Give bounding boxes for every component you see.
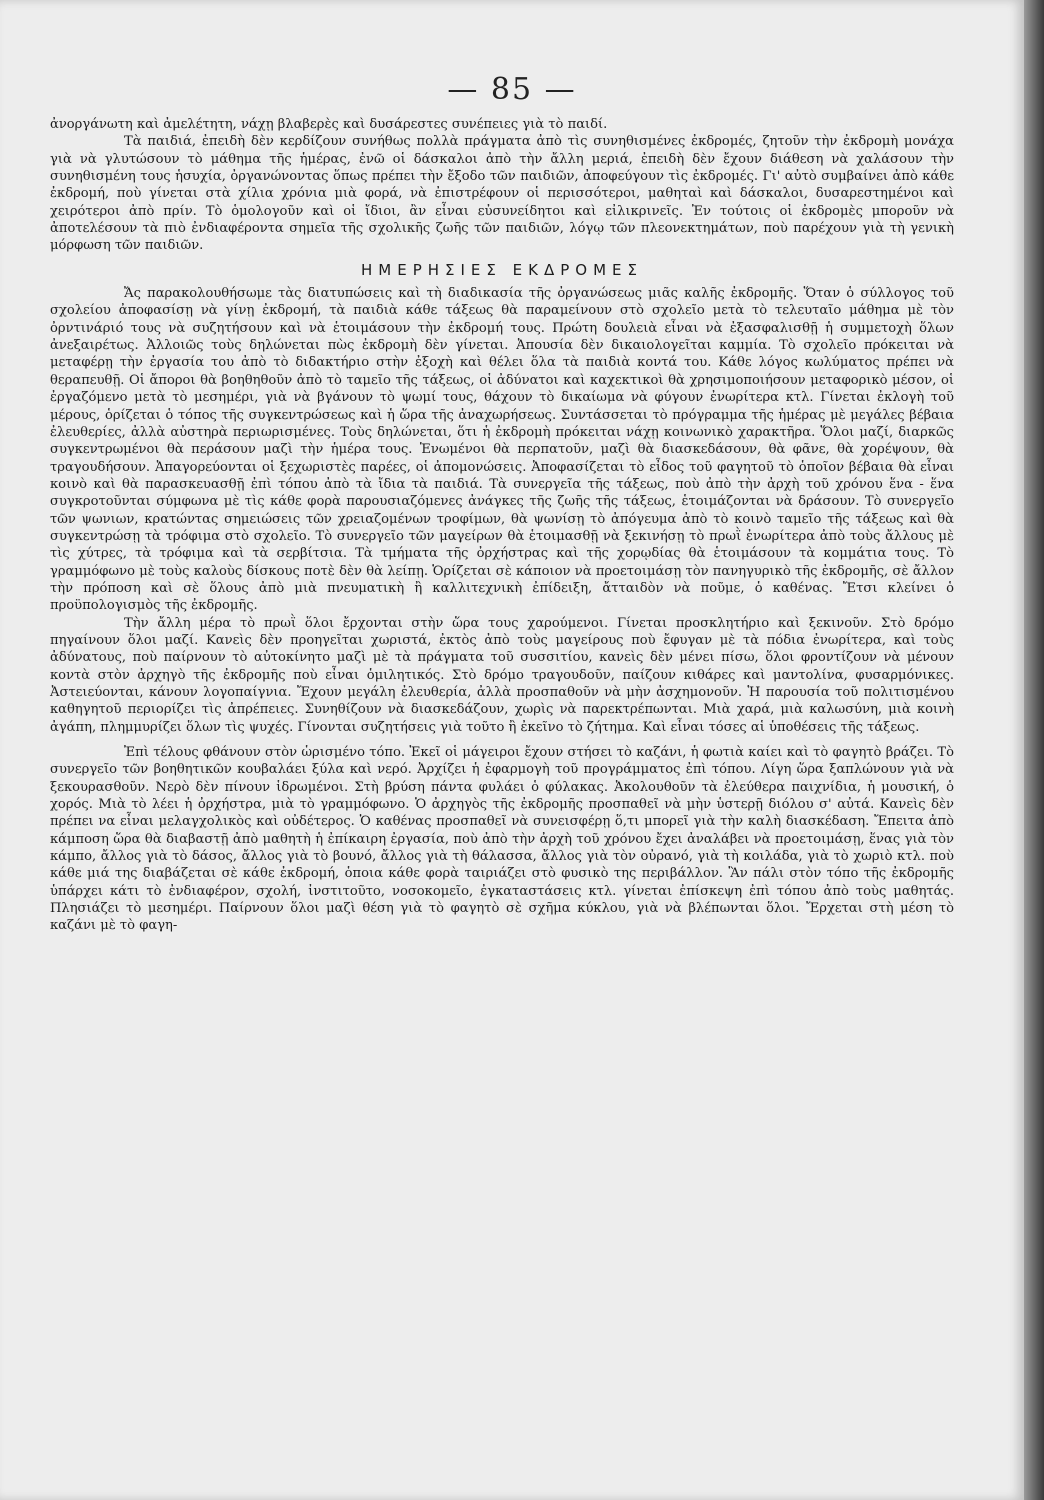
paragraph-arrival: Ἐπὶ τέλους φθάνουν στὸν ὡρισμένο τόπο. Ἐκεῖ οἱ μάγειροι ἔχουν στήσει τὸ καζάνι, ἡ φωτιὰ καίει καὶ τὸ φαγητὸ βράζει. Τὸ συνεργεῖο τῶν βοηθητικῶν κουβαλάει ξύλα καὶ νερό. Ἀρχίζει ἡ ἐφαρμογὴ τοῦ προγράμματος ἐπὶ τόπου. Λίγη ὥρα ξαπλώνουν γιὰ νὰ ξεκουρασθοῦν. Νερὸ δὲν πίνουν ἱδρωμένοι. Στὴ βρύση πάντα φυλάει ὁ φύλακας. Ἀκολουθοῦν τὰ ἐλεύθερα παιχνίδια, ἡ μουσική, ὁ χορός. Μιὰ τὸ λέει ἡ ὀρχήστρα, μιὰ τὸ γραμμόφωνο. Ὁ ἀρχηγὸς τῆς ἐκδρομῆς προσπαθεῖ νὰ μὴν ὑστερῇ διόλου σ' αὐτά. Κανεὶς δὲν πρέπει να εἶναι μελαγχολικὸς καὶ οὐδέτερος. Ὁ καθένας προσπαθεῖ νὰ συνεισφέρῃ ὅ,τι μπορεῖ γιὰ τὴν καλὴ διασκέδαση. Ἔπειτα ἀπὸ κάμποση ὥρα θὰ διαβαστῇ ἀπὸ μαθητὴ ἡ ἐπίκαιρη ἐργασία, ποὺ ἀπὸ τὴν ἀρχὴ τοῦ χρόνου ἔχει ἀναλάβει νὰ προετοιμάσῃ, ἕνας γιὰ τὸν κάμπο, ἄλλος γιὰ τὸ δάσος, ἄλλος γιὰ τὸ βουνό, ἄλλος γιὰ τὴ θάλασσα, ἄλλος γιὰ τὸν οὐρανό, γιὰ τὴ κοιλάδα, γιὰ τὸ χωριὸ κτλ. ποὺ κάθε μιά της διαβάζεται σὲ κάθε ἐκδρομή, ὁποια κάθε φορὰ ταιριάζει στὸ φυσικὸ της περιβάλλον. Ἂν πάλι στὸν τόπο τῆς ἐκδρομῆς ὑπάρχει κάτι τὸ ἐνδιαφέρον, σχολή, ἰνστιτοῦτο, νοσοκομεῖο, ἐγκαταστάσεις κτλ. γίνεται ἐπίσκεψη ἐπὶ τόπου ἀπὸ τοὺς μαθητάς. Πλησιάζει τὸ μεσημέρι. Παίρνουν ὅλοι μαζὶ θέση γιὰ τὸ φαγητὸ σὲ σχῆμα κύκλου, γιὰ νὰ βλέπωνται ὅλοι. Ἔρχεται στὴ μέση τὸ καζάνι μὲ τὸ φαγη- <box>50 745 954 934</box>
paragraph-continuation: ἀνοργάνωτη καὶ ἀμελέτητη, νάχῃ βλαβερὲς καὶ δυσάρεστες συνέπειες γιὰ τὸ παιδί. <box>50 117 608 132</box>
paragraph-intro: Τὰ παιδιά, ἐπειδὴ δὲν κερδίζουν συνήθως πολλὰ πράγματα ἀπὸ τὶς συνηθισμένες ἐκδρομές, ζητοῦν τὴν ἐκδρομὴ μονάχα γιὰ νὰ γλυτώσουν τὸ μάθημα τῆς ἡμέρας, ἐνῶ οἱ δάσκαλοι ἀπὸ τὴν ἄλλη μεριά, ἐπειδὴ δὲν ἔχουν διάθεση νὰ χαλάσουν τὴν συνηθισμένη τους ἡσυχία, ὀργανώνοντας ὅπως πρέπει τὴν ἔξοδο τῶν παιδιῶν, ἀποφεύγουν τὶς ἐκδρομές. Γι' αὐτὸ συμβαίνει ἀπὸ κάθε ἐκδρομή, ποὺ γίνεται στὰ χίλια χρόνια μιὰ φορά, νὰ ἐπιστρέφουν οἱ περισσότεροι, μαθηταὶ καὶ δάσκαλοι, δυσαρεστημένοι καὶ χειρότεροι ἀπὸ πρίν. Τὸ ὁμολογοῦν καὶ οἱ ἴδιοι, ἂν εἶναι εὐσυνείδητοι καὶ εἰλικρινεῖς. Ἐν τούτοις οἱ ἐκδρομὲς μποροῦν νὰ ἀποτελέσουν τὰ πιὸ ἐνδιαφέροντα σημεῖα τῆς σχολικῆς ζωῆς τῶν παιδιῶν, λόγῳ τῶν πλεονεκτημάτων, ποὺ παρέχουν γιὰ τὴ γενικὴ μόρφωση τῶν παιδιῶν. <box>50 134 954 254</box>
section-heading: ΗΜΕΡΗΣΙΕΣ ΕΚΔΡΟΜΕΣ <box>361 260 643 279</box>
paragraph-departure: Τὴν ἄλλη μέρα τὸ πρωῒ ὅλοι ἔρχονται στὴν ὥρα τους χαρούμενοι. Γίνεται προσκλητήριο καὶ ξεκινοῦν. Στὸ δρόμο πηγαίνουν ὅλοι μαζί. Κανεὶς δὲν προηγεῖται χωριστά, ἐκτὸς ἀπὸ τοὺς μαγείρους ποὺ ἔφυγαν μὲ τὰ πόδια ἐνωρίτερα, καὶ τοὺς ἀδύνατους, ποὺ παίρνουν τὸ αὐτοκίνητο μαζὶ μὲ τὰ πράγματα τοῦ συσσιτίου, κανεὶς δὲν μένει πίσω, ὅλοι φροντίζουν νὰ μένουν κοντὰ στὸν ἀρχηγὸ τῆς ἐκδρομῆς ποὺ εἶναι ὁμιλητικός. Στὸ δρόμο τραγουδοῦν, παίζουν κιθάρες καὶ μαντολίνα, φυσαρμόνικες. Ἀστειεύονται, κάνουν λογοπαίγνια. Ἔχουν μεγάλη ἐλευθερία, ἀλλὰ προσπαθοῦν νὰ μὴν ἀσχημονοῦν. Ἡ παρουσία τοῦ πολιτισμένου καθηγητοῦ περιορίζει τὶς ἀπρέπειες. Συνηθίζουν νὰ διασκεδάζουν, χωρὶς νὰ παρεκτρέπωνται. Μιὰ χαρά, μιὰ καλωσύνη, μιὰ κοινὴ ἀγάπη, πλημμυρίζει ὅλων τὶς ψυχές. Γίνονται συζητήσεις γιὰ τοῦτο ἢ ἐκεῖνο τὸ ζήτημα. Καὶ εἶναι τόσες αἱ ὑποθέσεις τῆς τάξεως. <box>50 615 954 735</box>
page-number: — 85 — <box>447 72 577 107</box>
paragraph-organization: Ἄς παρακολουθήσωμε τὰς διατυπώσεις καὶ τὴ διαδικασία τῆς ὀργανώσεως μιᾶς καλῆς ἐκδρομῆς. Ὅταν ὁ σύλλογος τοῦ σχολείου ἀποφασίσῃ νὰ γίνῃ ἐκδρομή, τὰ παιδιὰ κάθε τάξεως θὰ παραμείνουν στὸ σχολεῖο μετὰ τὸ τελευταῖο μάθημα μὲ τὸν ὀρντινάριό τους νὰ συζητήσουν καὶ νὰ ἑτοιμάσουν τὴν ἐκδρομή τους. Πρώτη δουλειὰ εἶναι νὰ ἐξασφαλισθῇ ἡ συμμετοχὴ ὅλων ἀνεξαιρέτως. Ἀλλοιῶς τοὺς δηλώνεται πὼς ἐκδρομὴ δὲν γίνεται. Ἀπουσία δὲν δικαιολογεῖται καμμία. Τὸ σχολεῖο πρόκειται νὰ μεταφέρῃ τὴν ἐργασία του ἀπὸ τὸ διδακτήριο στὴν ἐξοχὴ καὶ θέλει ὅλα τὰ παιδιὰ κοντά του. Κάθε λόγος κωλύματος πρέπει νὰ θεραπευθῇ. Οἱ ἄποροι θὰ βοηθηθοῦν ἀπὸ τὸ ταμεῖο τῆς τάξεως, οἱ ἀδύνατοι καὶ καχεκτικοὶ θὰ χρησιμοποιήσουν μεταφορικὸ μέσον, οἱ ἐργαζόμενο μετὰ τὸ μεσημέρι, γιὰ νὰ βγάνουν τὸ ψωμί τους, θάχουν τὸ δικαίωμα νὰ φύγουν ἐνωρίτερα κτλ. Γίνεται ἐκλογὴ τοῦ μέρους, ὁρίζεται ὁ τόπος τῆς συγκεντρώσεως καὶ ἡ ὥρα τῆς ἀναχωρήσεως. Συντάσσεται τὸ πρόγραμμα τῆς ἡμέρας μὲ μεγάλες βέβαια ἐλευθερίες, ἀλλὰ αὐστηρὰ περιωρισμένες. Τοὺς δηλώνεται, ὅτι ἡ ἐκδρομὴ πρόκειται νάχῃ κοινωνικὸ χαρακτῆρα. Ὅλοι μαζί, διαρκῶς συγκεντρωμένοι θὰ περάσουν μαζὶ τὴν ἡμέρα τους. Ἑνωμένοι θὰ περπατοῦν, μαζὶ θὰ διασκεδάσουν, θὰ φᾶνε, θὰ χορέψουν, θὰ τραγουδήσουν. Ἀπαγορεύονται οἱ ξεχωριστὲς παρέες, οἱ ἀπομονώσεις. Ἀποφασίζεται τὸ εἶδος τοῦ φαγητοῦ τὸ ὁποῖον βέβαια θὰ εἶναι κοινὸ καὶ θὰ παρασκευασθῇ ἐπὶ τόπου ἀπὸ τὰ ἴδια τὰ παιδιά. Τὰ συνεργεῖα τῆς τάξεως, ποὺ ἀπὸ τὴν ἀρχὴ τοῦ χρόνου ἕνα - ἕνα συγκροτοῦνται σύμφωνα μὲ τὶς κάθε φορὰ παρουσιαζόμενες ἀνάγκες τῆς ζωῆς τῆς τάξεως, ἑτοιμάζονται νὰ δράσουν. Τὸ συνεργεῖο τῶν ψωνιων, κρατώντας σημειώσεις τῶν χρειαζομένων τροφίμων, θὰ ψωνίσῃ τὸ ἀπόγευμα ἀπὸ τὸ κοινὸ ταμεῖο τῆς τάξεως καὶ θὰ συγκεντρώσῃ τὰ τρόφιμα στὸ σχολεῖο. Τὸ συνεργεῖο τῶν μαγείρων θὰ ἑτοιμασθῇ νὰ ξεκινήσῃ τὸ πρωῒ ἐνωρίτερα ἀπὸ τοὺς ἄλλους μὲ τὶς χύτρες, τὰ τρόφιμα καὶ τὰ σερβίτσια. Τὰ τμήματα τῆς ὀρχήστρας καὶ τῆς χορῳδίας θὰ ἑτοιμάσουν τὰ κομμάτια τους. Τὸ γραμμόφωνο μὲ τοὺς καλοὺς δίσκους ποτὲ δὲν θὰ λείπῃ. Ὁρίζεται σὲ κάποιον νὰ προετοιμάσῃ τὸν πανηγυρικὸ τῆς ἐκδρομῆς, σὲ ἄλλον τὴν πρόποση καὶ σὲ ὅλους ἀπὸ μιὰ πνευματικὴ ἢ καλλιτεχνικὴ ἐπίδειξη, ἄτταιδὸν νὰ ποῦμε, ὁ καθένας. Ἔτσι κλείνει ὁ προϋπολογισμὸς τῆς ἐκδρομῆς. <box>50 286 954 614</box>
page-body <box>50 116 954 935</box>
page-edge-shadow <box>1024 0 1044 1500</box>
